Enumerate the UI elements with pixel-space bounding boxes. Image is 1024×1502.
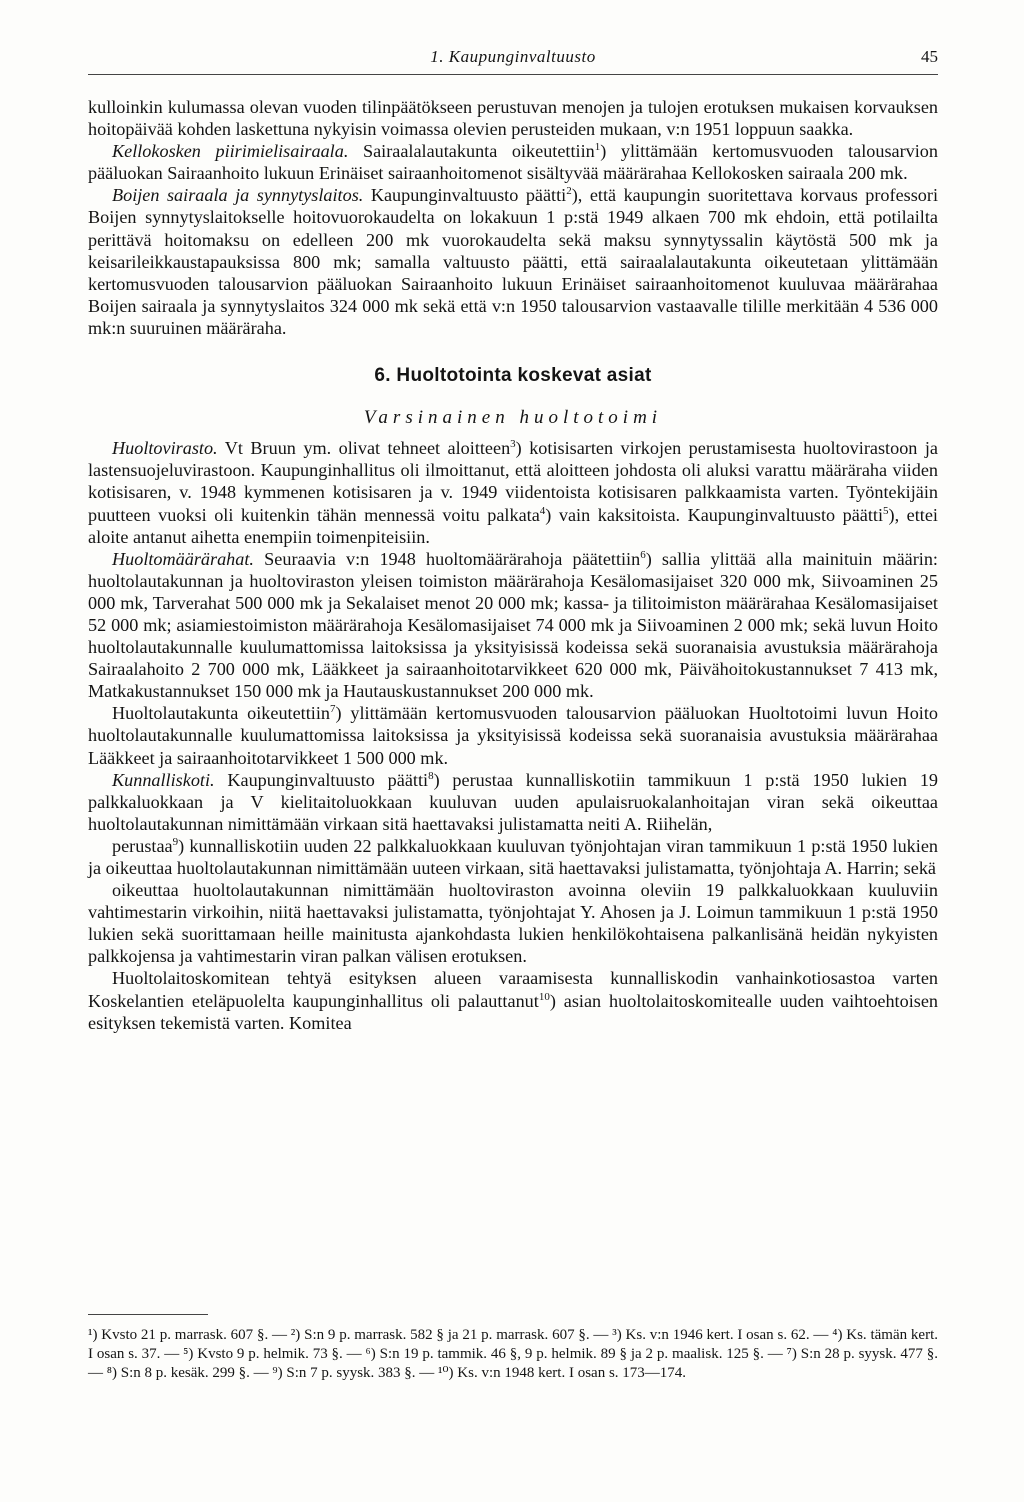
footnote-ref: 5 [883,504,889,517]
paragraph-kellokoski: Kellokosken piirimielisairaala. Sairaalalautakunta oikeutettiin$^1$) ylittämään kertomusvuoden talousarvion pääluokan Sairaanhoito lukuun Erinäiset sairaanhoitomenot sisältyvää määrärahaa Kellokosken sairaala 200 mk. [88,141,938,184]
footnote-ref: 2 [566,185,572,198]
paragraph-oikeuttaa: oikeuttaa huoltolautakunnan nimittämään huoltoviraston avoinna oleviin 19 palkkaluokkaan kuuluviin vahtimestarin virkoihin, niitä haettavaksi julistamatta, työnjohtajat Y. Ahosen ja J. Loimun tammikuun 1 p:stä 1950 lukien sekä suorittamaan heille mainitusta ajankohdasta lukien henkilökohtaisena palkanlisänä heidän nykyisten palkkojensa ja vahtimestarin viran palkan välisen erotuksen. [88,880,938,967]
paragraph-boije: Boijen sairaala ja synnytyslaitos. Kaupunginvaltuusto päätti$^2$), että kaupungin suoritettava korvaus professori Boijen synnytyslaitokselle hoitovuorokaudelta on lokakuun 1 p:stä 1949 alkaen 700 mk ehdoin, että potilailta perittävä hoitomaksu on edelleen 200 mk vuorokaudelta sekä maksu synnytyssalin käytöstä 500 mk ja keisarileikkaustapauksissa 800 mk; samalla valtuusto päätti, että sairaalalautakunta oikeutetaan ylittämään kertomusvuoden talousarvion pääluokan Sairaanhoito lukuun Erinäiset sairaanhoitomenot kuuluvaa määrärahaa Boijen sairaala ja synnytyslaitos 324 000 mk sekä että v:n 1950 talousarvion vastaavalle tilille merkitään 4 536 000 mk:n suuruinen määräraha. [88,185,938,338]
footnote-divider [88,1314,208,1315]
paragraph-lead: Kellokosken piirimielisairaala. [112,141,349,162]
footnote-ref: 7 [329,703,336,716]
footnote-ref: 10 [538,990,550,1003]
footnote-ref: 1 [594,141,601,154]
footnote-ref: 6 [640,548,646,561]
running-title: 1. Kaupunginvaltuusto [430,47,596,66]
paragraph-continuation: kulloinkin kulumassa olevan vuoden tilinpäätökseen perustuvan menojen ja tulojen erotuksen mukaisen korvauksen hoitopäivää kohden laskettuna nykyisin voimassa olevien perusteiden mukaan, v:n 1951 loppuun saakka. [88,97,938,140]
paragraph-lead: Boijen sairaala ja synnytyslaitos. [112,185,364,206]
paragraph-huoltolaitoskomitea: Huoltolaitoskomitean tehtyä esityksen alueen varaamisesta kunnalliskodin vanhainkotiosastoa varten Koskelantien eteläpuolelta kaupunginhallitus oli palauttanut$^{10}$) asian huoltolaitoskomitealle uuden vaihtoehtoisen esityksen tekemistä varten. Komitea [88,968,938,1033]
paragraph-lead: Huoltovirasto. [112,438,218,459]
body-text [88,96,938,1034]
paragraph-lead: Huoltomäärärahat. [112,548,254,569]
paragraph-huoltomaararahat: Huoltomäärärahat. Seuraavia v:n 1948 huoltomäärärahoja päätettiin$^6$) sallia ylittää alla mainituin määrin: huoltolautakunnan ja huoltoviraston yleisen toimiston määrärahoja Kesälomasijaiset 320 000 mk, Siivoaminen 25 000 mk, Tarverahat 500 000 mk ja Sekalaiset menot 20 000 mk; kassa- ja tilitoimiston määrärahaa Kesälomasijaiset 52 000 mk; asiamiestoimiston määrärahoja Kesälomasijaiset 74 000 mk ja Siivoaminen 2 000 mk; sekä luvun Hoito huoltolautakunnalle kuulumattomissa laitoksissa ja yksityisissä kodeissa sekä suoranaisia avustuksia määrärahoja Sairaalahoito 2 700 000 mk, Lääkkeet ja sairaanhoitotarvikkeet 620 000 mk, Päivähoitokustannukset 7 413 mk, Matkakustannukset 150 000 mk ja Hautauskustannukset 200 000 mk. [88,548,938,702]
footnote-ref: 9 [172,835,179,848]
footnote-text: ¹) Kvsto 21 p. marrask. 607 §. — ²) S:n 9 p. marrask. 582 § ja 21 p. marrask. 607 §. — ³) Ks. v:n 1946 kert. I osan s. 62. — ⁴) Ks. tämän kert. I osan s. 37. — ⁵) Kvsto 9 p. helmik. 73 §. — ⁶) S:n 19 p. tammik. 46 §, 9 p. helmik. 89 § ja 2 p. maalisk. 125 §. — ⁷) S:n 28 p. syysk. 477 §. — ⁸) S:n 8 p. kesäk. 299 §. — ⁹) S:n 7 p. syysk. 383 §. — ¹⁰) Ks. v:n 1948 kert. I osan s. 173—174. [88,1327,938,1381]
paragraph-lead: Kunnalliskoti. [112,769,215,790]
paragraph-huoltolautakunta: Huoltolautakunta oikeutettiin$^7$) ylittämään kertomusvuoden talousarvion pääluokan Huoltotoimi luvun Hoito huoltolautakunnalle kuulumattomissa laitoksissa ja yksityisissä kodeissa sekä suoranaisia avustuksia määrärahaa Lääkkeet ja sairaanhoitotarvikkeet 1 500 000 mk. [88,703,938,768]
page-header [88,44,938,75]
footnote-ref: 3 [510,438,516,451]
footnote-ref: 8 [428,769,434,782]
subsection-title: Varsinainen huoltotoimi [363,407,663,429]
page-number: 45 [921,47,938,66]
paragraph-huoltovirasto: Huoltovirasto. Vt Bruun ym. olivat tehneet aloitteen$^3$) kotisisarten virkojen perustamisesta huoltovirastoon ja lastensuojeluvirastoon. Kaupunginhallitus oli ilmoittanut, että aloitteen johdosta oli aluksi varattu määräraha viiden kotisisaren, v. 1948 kymmenen kotisisaren ja v. 1949 viidentoista kotisisaren palkkaamista varten. Työntekijäin puutteen vuoksi oli kuitenkin tähän mennessä voitu palkata$^4$) vain kaksitoista. Kaupunginvaltuusto päätti$^5$), ettei aloite antanut aihetta enempiin toimenpiteisiin. [88,438,938,547]
paragraph-perustaa: perustaa$^9$) kunnalliskotiin uuden 22 palkkaluokkaan kuuluvan työnjohtajan viran tammikuun 1 p:stä 1950 lukien ja oikeuttaa huoltolautakunnan nimittämään uuteen virkaan, sitä haettavaksi julistamatta, työnjohtaja A. Harrin; sekä [88,835,938,878]
paragraph-kunnalliskoti: Kunnalliskoti. Kaupunginvaltuusto päätti$^8$) perustaa kunnalliskotiin tammikuun 1 p:stä 1950 lukien 19 palkkaluokkaan ja V kielitaitoluokkaan kuuluvan uuden apulaisruokalanhoitajan viran sekä oikeuttaa huoltolautakunnan nimittämään virkaan sitä haettavaksi julistamatta neiti A. Riihelän, [88,769,939,834]
section-title: 6. Huoltotointa koskevat asiat [374,365,652,387]
footnotes [88,1326,938,1383]
footnote-ref: 4 [539,504,546,517]
